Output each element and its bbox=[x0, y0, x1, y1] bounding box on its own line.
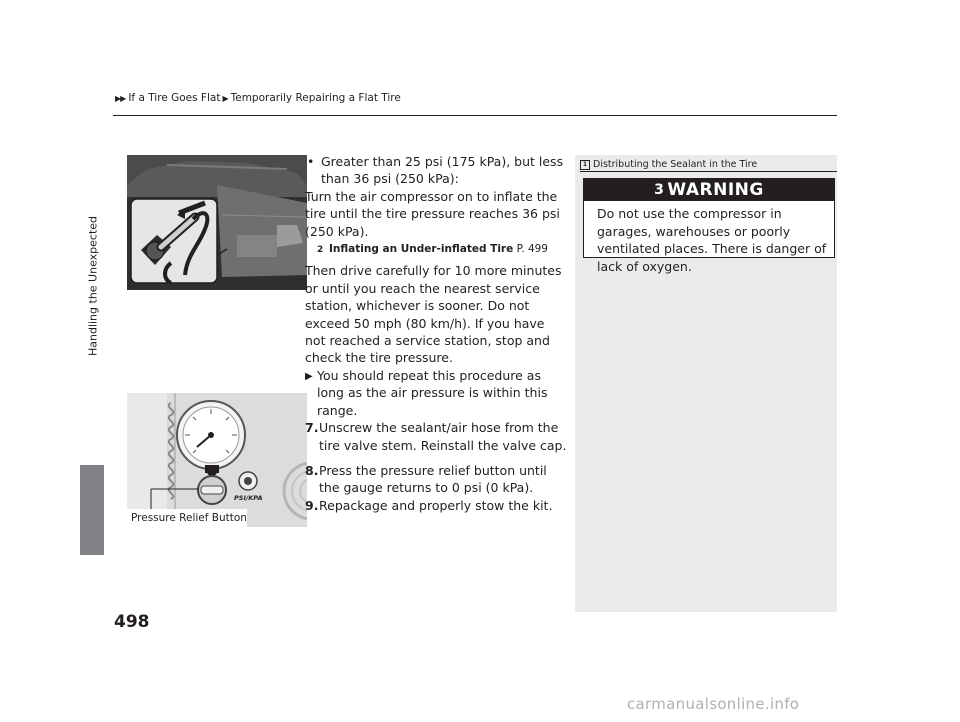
bullet-icon: • bbox=[307, 154, 315, 169]
reference-icon: 2 bbox=[317, 245, 324, 256]
step-text: Unscrew the sealant/air hose from the tire valve stem. Reinstall the valve cap. bbox=[319, 420, 567, 453]
side-tab-marker bbox=[80, 465, 104, 555]
instructions bbox=[305, 153, 567, 514]
note-icon: 1 bbox=[580, 160, 590, 170]
gauge-units-label: PSI/KPA bbox=[234, 494, 263, 502]
cross-reference-link[interactable] bbox=[305, 241, 567, 259]
reference-page[interactable]: P. 499 bbox=[516, 243, 548, 256]
compressor-photo bbox=[127, 155, 307, 290]
step-number: 9. bbox=[305, 497, 319, 513]
page-number: 498 bbox=[114, 612, 150, 632]
step-text: Press the pressure relief button until the gauge returns to 0 psi (0 kPa). bbox=[319, 462, 547, 496]
pressure-relief-button-label: Pressure Relief Button bbox=[127, 509, 247, 527]
breadcrumb-arrow-icon: ▶▶ bbox=[115, 93, 126, 103]
step-item bbox=[305, 497, 567, 514]
reference-title[interactable]: Inflating an Under-inflated Tire bbox=[329, 243, 514, 256]
watermark: carmanualsonline.info bbox=[627, 695, 800, 713]
step-number: 7. bbox=[305, 420, 319, 436]
panel-heading-text: Distributing the Sealant in the Tire bbox=[593, 159, 758, 170]
breadcrumb-separator-icon: ▶ bbox=[222, 93, 228, 103]
header-rule bbox=[113, 115, 837, 116]
note bbox=[305, 367, 567, 419]
step-item bbox=[305, 419, 567, 454]
gauge-photo bbox=[127, 393, 307, 527]
breadcrumb-item[interactable]: Temporarily Repairing a Flat Tire bbox=[230, 92, 401, 104]
note-text: You should repeat this procedure as long as the air pressure is within this range. bbox=[317, 367, 548, 418]
warning-icon: 3 bbox=[654, 182, 665, 198]
paragraph: Then drive carefully for 10 more minutes or until you reach the nearest service station, whichever is sooner. Do not exceed 50 mph (80 km/h). If you have not reached a service station, stop and check the tire pressure. bbox=[305, 263, 562, 366]
bullet-text: Greater than 25 psi (175 kPa), but less than 36 psi (250 kPa): bbox=[321, 154, 564, 187]
panel-heading bbox=[580, 159, 757, 170]
breadcrumb-item[interactable]: If a Tire Goes Flat bbox=[128, 92, 221, 104]
panel-rule bbox=[580, 171, 837, 172]
bullet-item bbox=[305, 153, 567, 188]
warning-text: Do not use the compressor in garages, warehouses or poorly ventilated places. There is danger of lack of oxygen. bbox=[597, 206, 827, 274]
step-number: 8. bbox=[305, 462, 319, 478]
side-tab-label: Handling the Unexpected bbox=[86, 215, 100, 357]
breadcrumb bbox=[115, 92, 401, 104]
step-text: Repackage and properly stow the kit. bbox=[319, 497, 553, 513]
warning-label: WARNING bbox=[667, 180, 764, 200]
step-item bbox=[305, 462, 567, 497]
note-arrow-icon: ▶ bbox=[305, 370, 313, 382]
warning-header bbox=[584, 179, 834, 201]
paragraph: Turn the air compressor on to inflate the tire until the tire pressure reaches 36 psi (250 kPa). bbox=[305, 188, 560, 239]
